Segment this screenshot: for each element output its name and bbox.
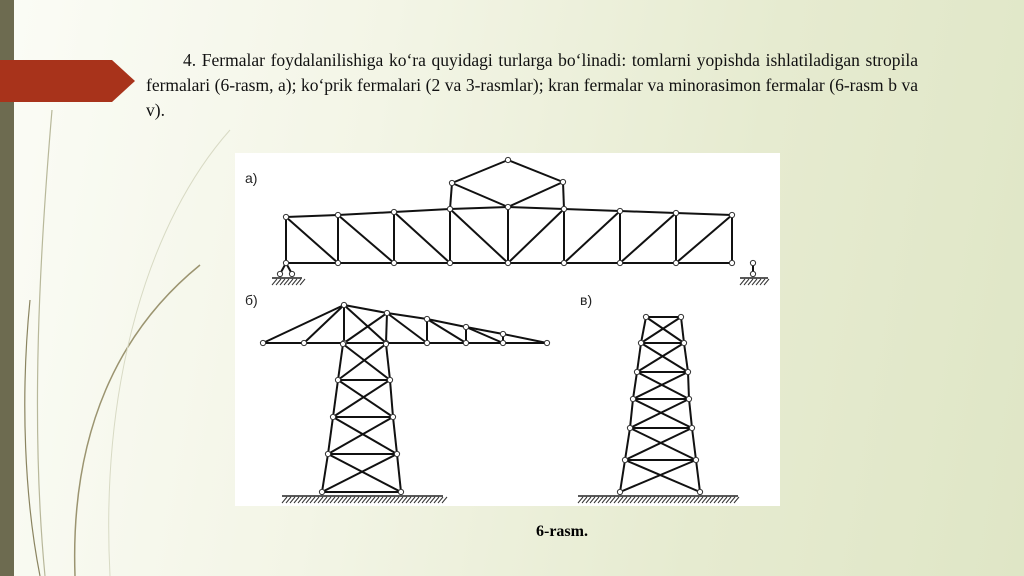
truss-member	[343, 344, 390, 380]
truss-member	[630, 428, 696, 460]
truss-member	[452, 160, 508, 183]
truss-joint	[561, 206, 566, 211]
pin-support-left	[272, 278, 305, 285]
truss-joint	[505, 204, 510, 209]
truss-joint	[387, 377, 392, 382]
diagonal	[508, 209, 564, 263]
top-chord	[394, 209, 450, 212]
truss-joint	[673, 210, 678, 215]
truss-joint	[681, 340, 686, 345]
diagonal	[286, 217, 338, 263]
top-chord	[564, 209, 620, 211]
truss-member	[503, 334, 547, 343]
truss-member	[452, 183, 508, 207]
truss-joint	[560, 179, 565, 184]
truss-joint	[505, 157, 510, 162]
truss-joint	[260, 340, 265, 345]
truss-joint	[335, 377, 340, 382]
truss-joint	[384, 310, 389, 315]
truss-joint	[500, 331, 505, 336]
truss-member	[646, 317, 684, 343]
diagonal	[450, 209, 508, 263]
truss-joint	[283, 260, 288, 265]
truss-member	[333, 380, 390, 417]
truss-joint	[391, 209, 396, 214]
truss-member	[630, 399, 689, 428]
truss-member	[684, 343, 688, 372]
truss-member	[620, 460, 696, 492]
truss-member	[625, 460, 700, 492]
ground-tower	[578, 496, 739, 503]
truss-member	[397, 454, 401, 492]
truss-joint	[340, 341, 345, 346]
truss-joint	[689, 425, 694, 430]
truss-joint	[634, 369, 639, 374]
truss-member	[328, 417, 393, 454]
truss-joint	[627, 425, 632, 430]
figure-label-a: а)	[245, 170, 258, 186]
truss-joint	[643, 314, 648, 319]
truss-joint	[447, 260, 452, 265]
truss-joint	[697, 489, 702, 494]
ground-crane	[282, 496, 447, 503]
top-chord	[450, 207, 508, 209]
truss-member	[466, 327, 503, 343]
truss-joint	[686, 396, 691, 401]
truss-member	[328, 454, 401, 492]
truss-joint	[277, 271, 282, 276]
truss-joint	[729, 212, 734, 217]
truss-joint	[673, 260, 678, 265]
truss-member	[386, 344, 390, 380]
truss-joint	[424, 316, 429, 321]
truss-joint	[750, 260, 755, 265]
body-paragraph: 4. Fermalar foydalanilishiga ko‘ra quyidagi turlarga bo‘linadi: tomlarni yopishda ishlatiladigan stropila fermalari (6-rasm, a); ko‘prik fermalari (2 va 3-rasmlar); kran fermalar va minorasimon fermalar (6-rasm b va v).	[146, 50, 918, 120]
truss-joint	[463, 324, 468, 329]
truss-joint	[424, 340, 429, 345]
truss-member	[696, 460, 700, 492]
truss-member	[322, 454, 328, 492]
truss-member	[633, 399, 692, 428]
truss-joint	[678, 314, 683, 319]
truss-member	[338, 380, 393, 417]
truss-joint	[383, 341, 388, 346]
truss-joint	[325, 451, 330, 456]
top-chord	[286, 215, 338, 217]
truss-joint	[289, 271, 294, 276]
truss-joint	[330, 414, 335, 419]
truss-member	[630, 399, 633, 428]
truss-joint	[301, 340, 306, 345]
diagonal	[564, 211, 620, 263]
truss-joint	[693, 457, 698, 462]
truss-joint	[463, 340, 468, 345]
truss-joint	[685, 369, 690, 374]
truss-member	[304, 305, 344, 343]
truss-joint	[638, 340, 643, 345]
truss-joint	[319, 489, 324, 494]
truss-joint	[283, 214, 288, 219]
figure-label-b: б)	[245, 292, 258, 308]
roller-support-right	[740, 278, 769, 285]
top-chord	[508, 207, 564, 209]
truss-member	[681, 317, 684, 343]
diagonal	[620, 213, 676, 263]
figure-caption: 6-rasm.	[536, 523, 588, 540]
truss-joint	[750, 271, 755, 276]
truss-member	[390, 380, 393, 417]
truss-member	[393, 417, 397, 454]
truss-joint	[390, 414, 395, 419]
truss-member	[508, 160, 563, 182]
truss-member	[625, 428, 692, 460]
truss-joint	[335, 260, 340, 265]
top-chord	[620, 211, 676, 213]
truss-member	[322, 454, 397, 492]
truss-member	[338, 344, 386, 380]
truss-member	[688, 372, 689, 399]
top-chord	[338, 212, 394, 215]
truss-member	[386, 313, 387, 343]
truss-joint	[398, 489, 403, 494]
truss-member	[328, 417, 333, 454]
truss-joint	[617, 208, 622, 213]
figure-label-v: в)	[580, 292, 593, 308]
truss-joint	[449, 180, 454, 185]
truss-joint	[500, 340, 505, 345]
truss-member	[692, 428, 696, 460]
truss-member	[338, 344, 343, 380]
truss-member	[263, 305, 344, 343]
truss-joint	[447, 206, 452, 211]
truss-member	[637, 343, 641, 372]
truss-joint	[394, 451, 399, 456]
truss-member	[637, 343, 684, 372]
truss-joint	[729, 260, 734, 265]
truss-joint	[630, 396, 635, 401]
truss-joint	[391, 260, 396, 265]
diagonal	[676, 215, 732, 263]
truss-joint	[505, 260, 510, 265]
truss-member	[689, 399, 692, 428]
truss-member	[508, 182, 563, 207]
truss-member	[620, 460, 625, 492]
truss-member	[633, 372, 637, 399]
truss-member	[466, 327, 503, 334]
truss-member	[641, 343, 688, 372]
truss-member	[333, 417, 397, 454]
truss-joint	[617, 260, 622, 265]
top-chord	[676, 213, 732, 215]
truss-member	[563, 182, 564, 209]
truss-joint	[617, 489, 622, 494]
truss-member	[625, 428, 630, 460]
truss-joint	[335, 212, 340, 217]
diagonal	[394, 212, 450, 263]
truss-joint	[561, 260, 566, 265]
truss-joint	[544, 340, 549, 345]
truss-joint	[622, 457, 627, 462]
truss-member	[333, 380, 338, 417]
truss-joint	[341, 302, 346, 307]
truss-member	[450, 183, 452, 209]
diagonal	[338, 215, 394, 263]
truss-member	[641, 317, 681, 343]
